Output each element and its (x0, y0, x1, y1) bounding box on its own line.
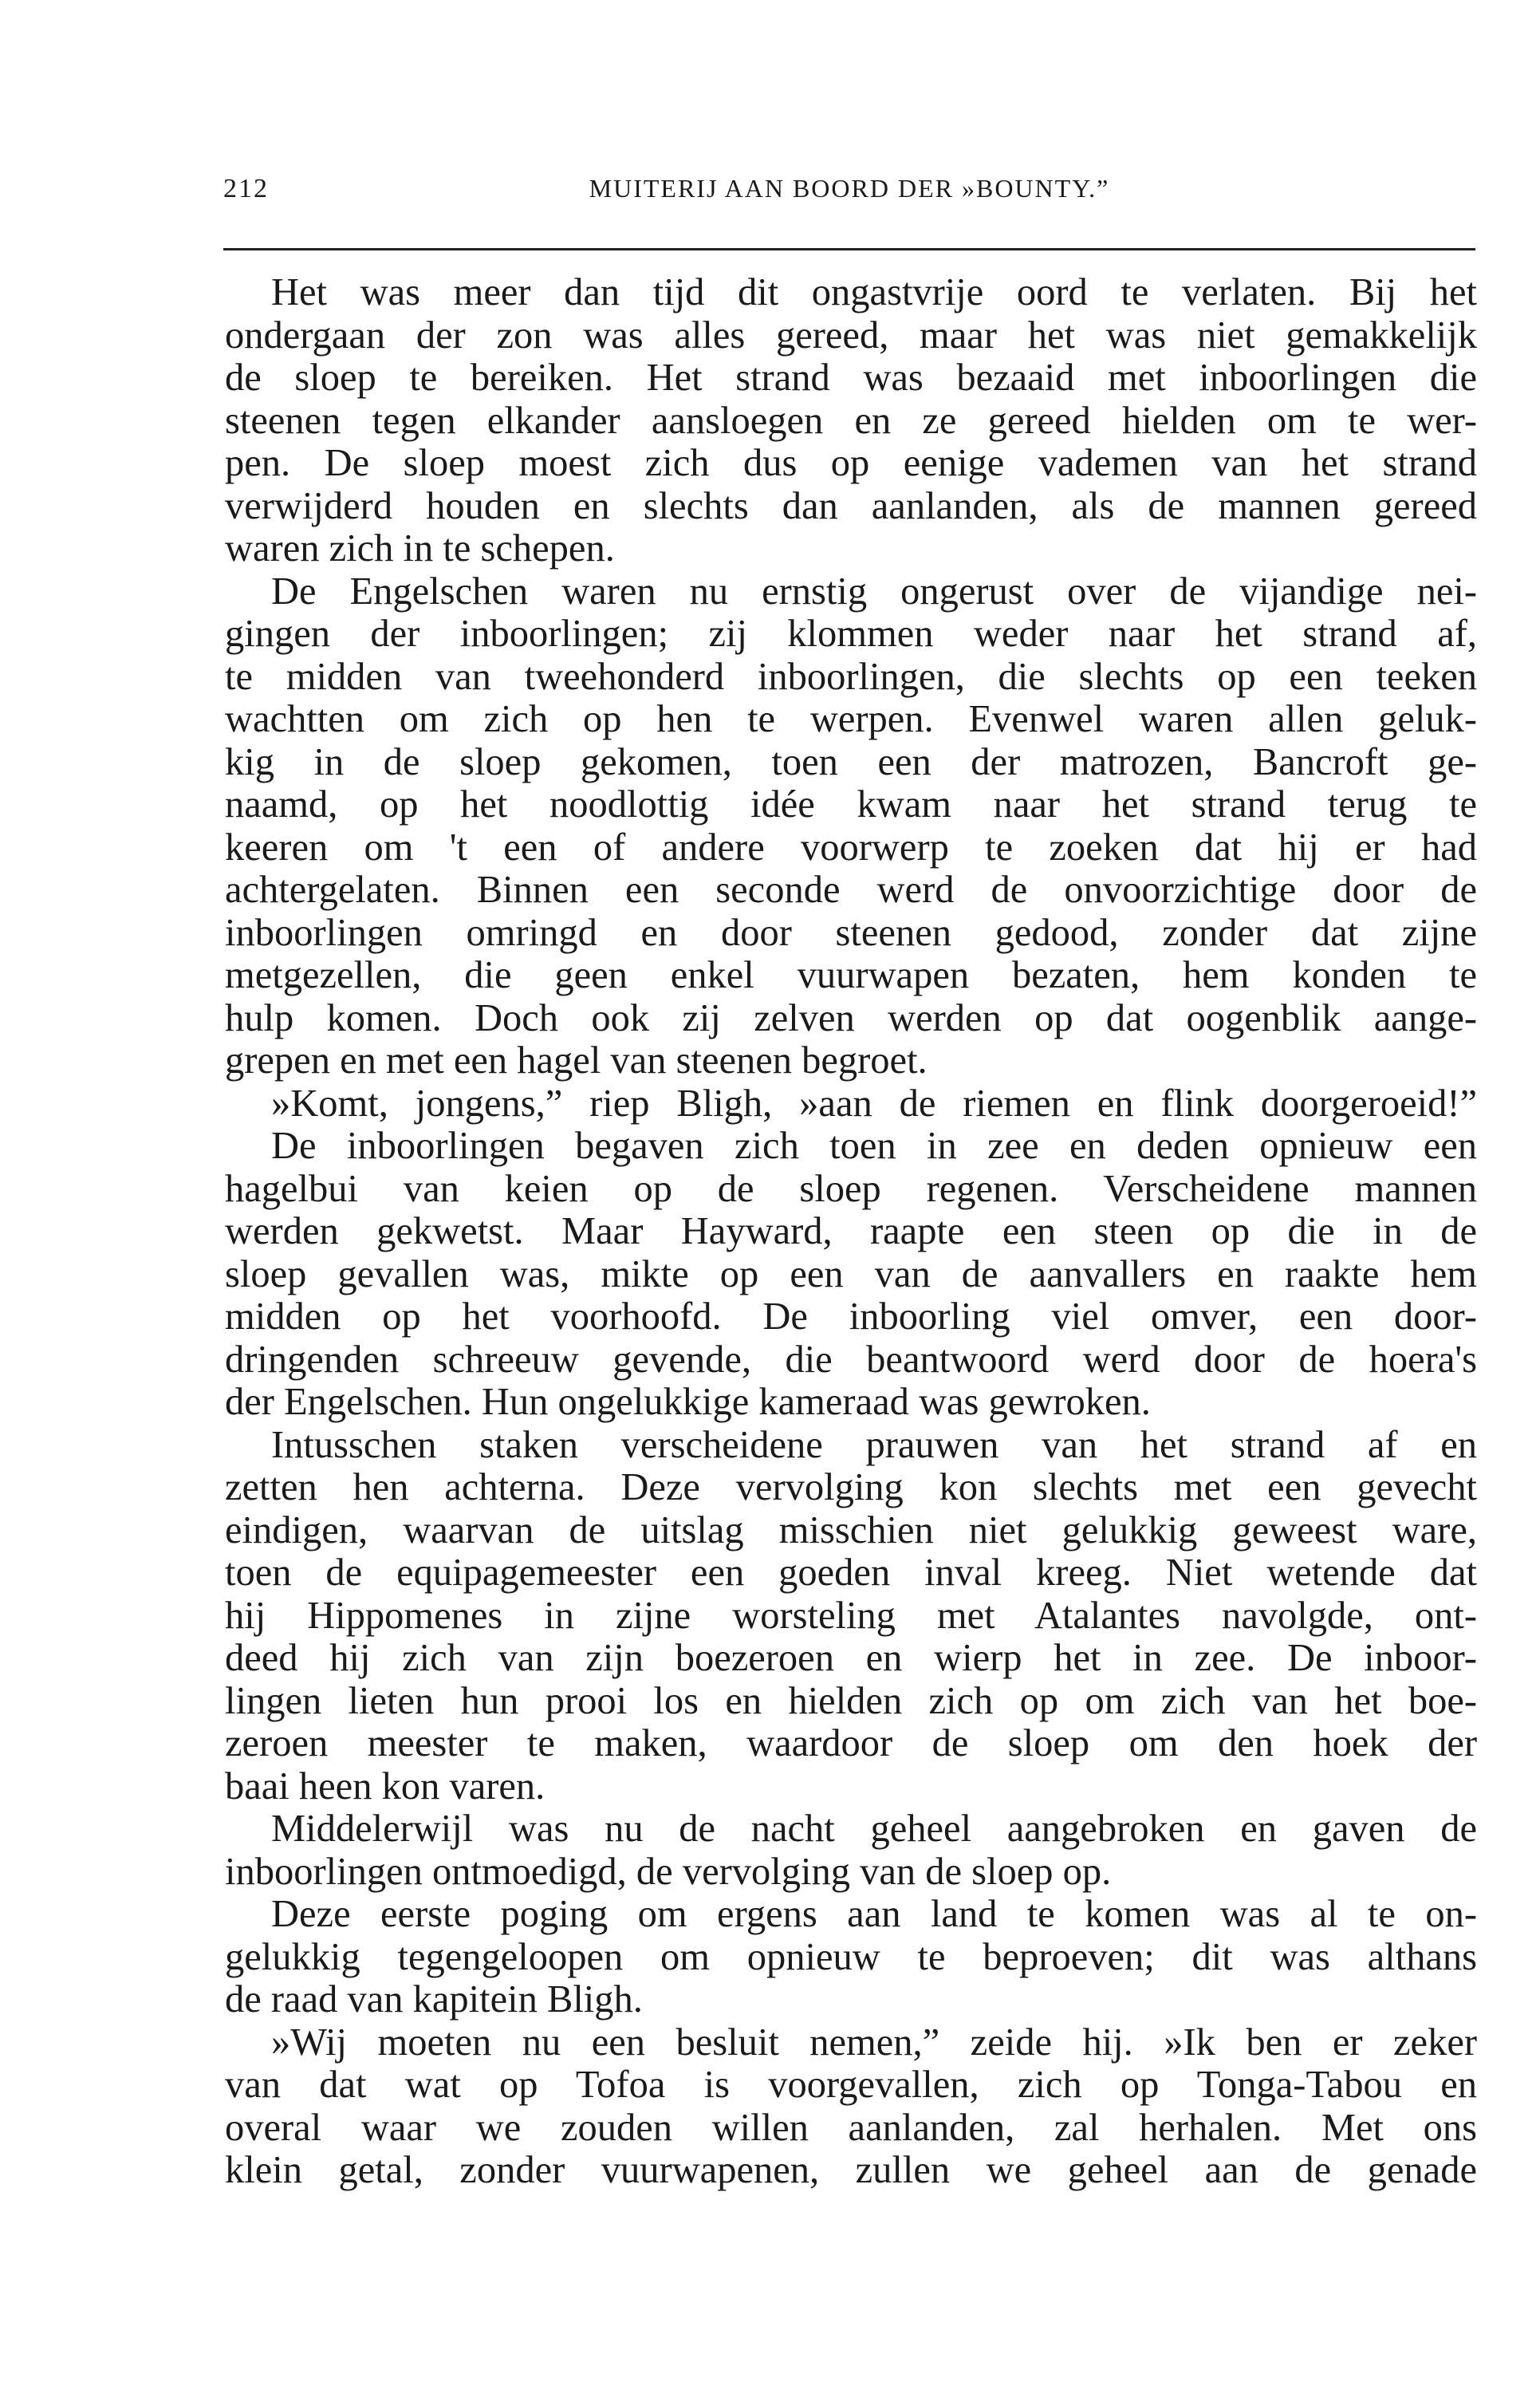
text-line: te midden van tweehonderd inboorlingen, die slechts op een teeken (225, 655, 1477, 698)
paragraph (225, 1424, 1477, 1808)
text-line: werden gekwetst. Maar Hayward, raapte een steen op die in de (225, 1210, 1477, 1252)
text-line: eindigen, waarvan de uitslag misschien niet gelukkig geweest ware, (225, 1508, 1477, 1551)
header-rule (223, 248, 1475, 250)
text-line: De inboorlingen begaven zich toen in zee en deden opnieuw een (271, 1125, 1477, 1167)
text-line: hulp komen. Doch ook zij zelven werden op dat oogenblik aange- (225, 996, 1477, 1039)
text-line: wachtten om zich op hen te werpen. Evenwel waren allen geluk- (225, 698, 1477, 740)
paragraph (225, 570, 1477, 1082)
text-line: deed hij zich van zijn boezeroen en wierp het in zee. De inboor- (225, 1637, 1477, 1679)
paragraph (225, 271, 1477, 570)
text-line: dringenden schreeuw gevende, die beantwoord werd door de hoera's (225, 1338, 1477, 1381)
text-line: naamd, op het noodlottig idée kwam naar het strand terug te (225, 783, 1477, 826)
text-line: »Wij moeten nu een besluit nemen,” zeide hij. »Ik ben er zeker (271, 2021, 1477, 2064)
paragraph (225, 1808, 1477, 1893)
text-line: Middelerwijl was nu de nacht geheel aangebroken en gaven de (271, 1808, 1477, 1850)
text-line: ondergaan der zon was alles gereed, maar het was niet gemakkelijk (225, 313, 1477, 357)
paragraph (225, 1893, 1477, 2021)
text-line: hagelbui van keien op de sloep regenen. Verscheidene mannen (225, 1167, 1477, 1210)
text-line: klein getal, zonder vuurwapenen, zullen we geheel aan de genade (225, 2149, 1477, 2191)
text-line: toen de equipagemeester een goeden inval kreeg. Niet wetende dat (225, 1551, 1477, 1594)
running-header (223, 174, 1475, 219)
text-line: overal waar we zouden willen aanlanden, zal herhalen. Met ons (225, 2106, 1477, 2149)
paragraph (225, 1082, 1477, 1126)
text-line: lingen lieten hun prooi los en hielden zich op om zich van het boe- (225, 1679, 1477, 1722)
text-line: gingen der inboorlingen; zij klommen weder naar het strand af, (225, 613, 1477, 655)
text-line: zetten hen achterna. Deze vervolging kon slechts met een gevecht (225, 1466, 1477, 1508)
text-line: »Komt, jongens,” riep Bligh, »aan de riemen en flink doorgeroeid!” (271, 1082, 1477, 1125)
text-line: steenen tegen elkander aansloegen en ze gereed hielden om te wer- (225, 399, 1477, 442)
text-line: metgezellen, die geen enkel vuurwapen bezaten, hem konden te (225, 954, 1477, 996)
text-line: achtergelaten. Binnen een seconde werd de onvoorzichtige door de (225, 869, 1477, 911)
page-number: 212 (223, 174, 269, 203)
text-line: Het was meer dan tijd dit ongastvrije oord te verlaten. Bij het (271, 271, 1477, 313)
text-line: zeroen meester te maken, waardoor de sloep om den hoek der (225, 1722, 1477, 1764)
text-line: keeren om 't een of andere voorwerp te zoeken dat hij er had (225, 826, 1477, 869)
paragraph (225, 1125, 1477, 1424)
text-line: van dat wat op Tofoa is voorgevallen, zich op Tonga-Tabou en (225, 2064, 1477, 2106)
text-line: inboorlingen omringd en door steenen gedood, zonder dat zijne (225, 911, 1477, 954)
text-line: Intusschen staken verscheidene prauwen van het strand af en (271, 1423, 1477, 1466)
text-line: sloep gevallen was, mikte op een van de aanvallers en raakte hem (225, 1252, 1477, 1295)
text-line: Deze eerste poging om ergens aan land te komen was al te on- (271, 1893, 1477, 1935)
paragraph (225, 2021, 1477, 2192)
text-line: midden op het voorhoofd. De inboorling viel omver, een door- (225, 1295, 1477, 1338)
body-text (225, 271, 1477, 2192)
text-line: De Engelschen waren nu ernstig ongerust over de vijandige nei- (271, 570, 1477, 613)
text-line: der Engelschen. Hun ongelukkige kameraad was gewroken. (225, 1381, 1151, 1423)
text-line: baai heen kon varen. (225, 1764, 545, 1808)
text-line: waren zich in te schepen. (225, 527, 615, 570)
text-line: verwijderd houden en slechts dan aanlanden, als de mannen gereed (225, 484, 1477, 527)
text-line: grepen en met een hagel van steenen begroet. (225, 1039, 928, 1082)
text-line: pen. De sloep moest zich dus op eenige vademen van het strand (225, 442, 1477, 484)
text-line: inboorlingen ontmoedigd, de vervolging van de sloep op. (225, 1850, 1112, 1893)
text-line: de raad van kapitein Bligh. (225, 1978, 643, 2021)
text-line: hij Hippomenes in zijne worsteling met Atalantes navolgde, ont- (225, 1594, 1477, 1637)
text-line: de sloep te bereiken. Het strand was bezaaid met inboorlingen die (225, 357, 1477, 399)
running-title: MUITERIJ AAN BOORD DER »BOUNTY.” (589, 174, 1110, 203)
text-line: kig in de sloep gekomen, toen een der matrozen, Bancroft ge- (225, 740, 1477, 783)
text-line: gelukkig tegengeloopen om opnieuw te beproeven; dit was althans (225, 1935, 1477, 1978)
